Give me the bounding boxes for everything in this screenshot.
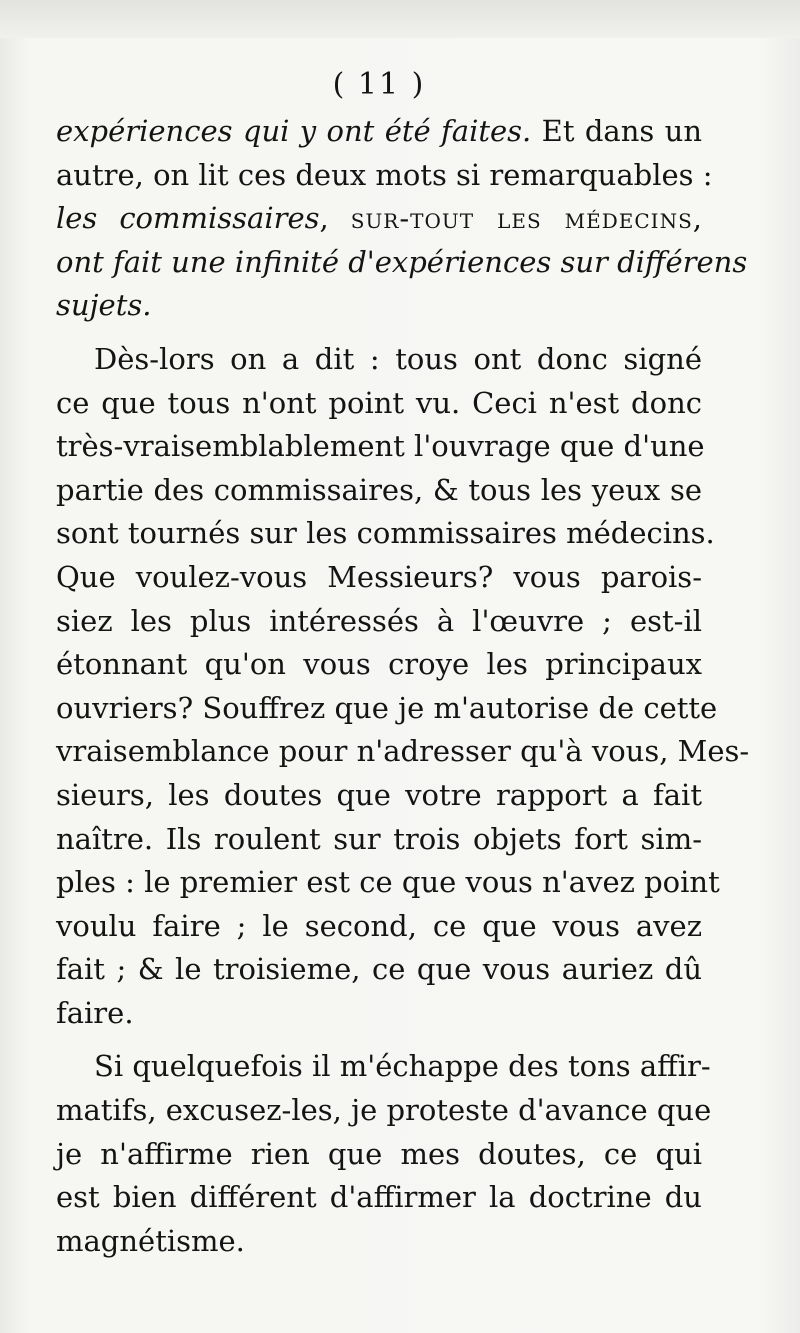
page-text: [56, 60, 750, 1263]
text-line: partie des commissaires, & tous les yeux se: [56, 472, 702, 507]
text-line: [56, 154, 713, 198]
text-line: sieurs, les doutes que votre rapport a fait: [56, 777, 702, 812]
paragraph-gap: [56, 1035, 702, 1045]
text-line: fait ; & le troisieme, ce que vous auriez dû: [56, 952, 702, 987]
text-line: ouvriers? Souffrez que je m'autorise de cette: [56, 690, 718, 725]
text-line: [56, 110, 702, 154]
page-top-edge: [0, 0, 800, 38]
page-number: ( 11 ): [332, 67, 426, 102]
text-line: matifs, excusez-les, je proteste d'avance que: [56, 1093, 712, 1128]
text-line: ples : le premier est ce que vous n'avez point: [56, 865, 720, 900]
text-line: voulu faire ; le second, ce que vous avez: [56, 908, 702, 943]
text-line: étonnant qu'on vous croye les principaux: [56, 647, 702, 682]
paragraph-gap: [56, 328, 702, 338]
text-line: très-vraisemblablement l'ouvrage que d'une: [56, 429, 705, 464]
text-segment: ,: [692, 201, 703, 236]
text-segment: sujets.: [56, 288, 152, 323]
paragraph-des-lors: [56, 338, 750, 1036]
text-segment: ont fait une infinité d'expériences sur différens: [56, 244, 748, 279]
text-segment: expériences qui y ont été faites.: [56, 114, 532, 148]
text-segment: autre, on lit ces deux mots si remarquables :: [56, 157, 713, 192]
paragraph-si-quelquefois: [56, 1045, 712, 1263]
text-line: ce que tous n'ont point vu. Ceci n'est donc: [56, 385, 702, 420]
text-line: est bien différent d'affirmer la doctrine du: [56, 1180, 702, 1215]
text-segment: ,: [319, 201, 351, 236]
text-line: siez les plus intéressés à l'œuvre ; est-il: [56, 603, 702, 638]
text-line: je n'affirme rien que mes doutes, ce qui: [56, 1136, 702, 1171]
text-line: faire.: [56, 995, 134, 1030]
text-line: Que voulez-vous Messieurs? vous parois-: [56, 559, 702, 594]
text-line: magnétisme.: [56, 1223, 245, 1258]
text-line: [56, 197, 702, 241]
text-line: naître. Ils roulent sur trois objets fort sim-: [56, 821, 702, 856]
text-line: Dès-lors on a dit : tous ont donc signé: [94, 341, 702, 376]
text-line: [56, 241, 748, 285]
text-line: sont tournés sur les commissaires médecins.: [56, 516, 715, 551]
text-segment: sur-tout les médecins: [350, 201, 693, 236]
text-line: [56, 284, 702, 328]
text-segment: Et dans un: [531, 114, 703, 148]
text-line: vraisemblance pour n'adresser qu'à vous, Mes-: [56, 734, 750, 769]
paragraph-continued: [56, 110, 748, 328]
text-line: Si quelquefois il m'échappe des tons affir-: [94, 1049, 711, 1084]
text-segment: les commissaires: [56, 201, 320, 236]
